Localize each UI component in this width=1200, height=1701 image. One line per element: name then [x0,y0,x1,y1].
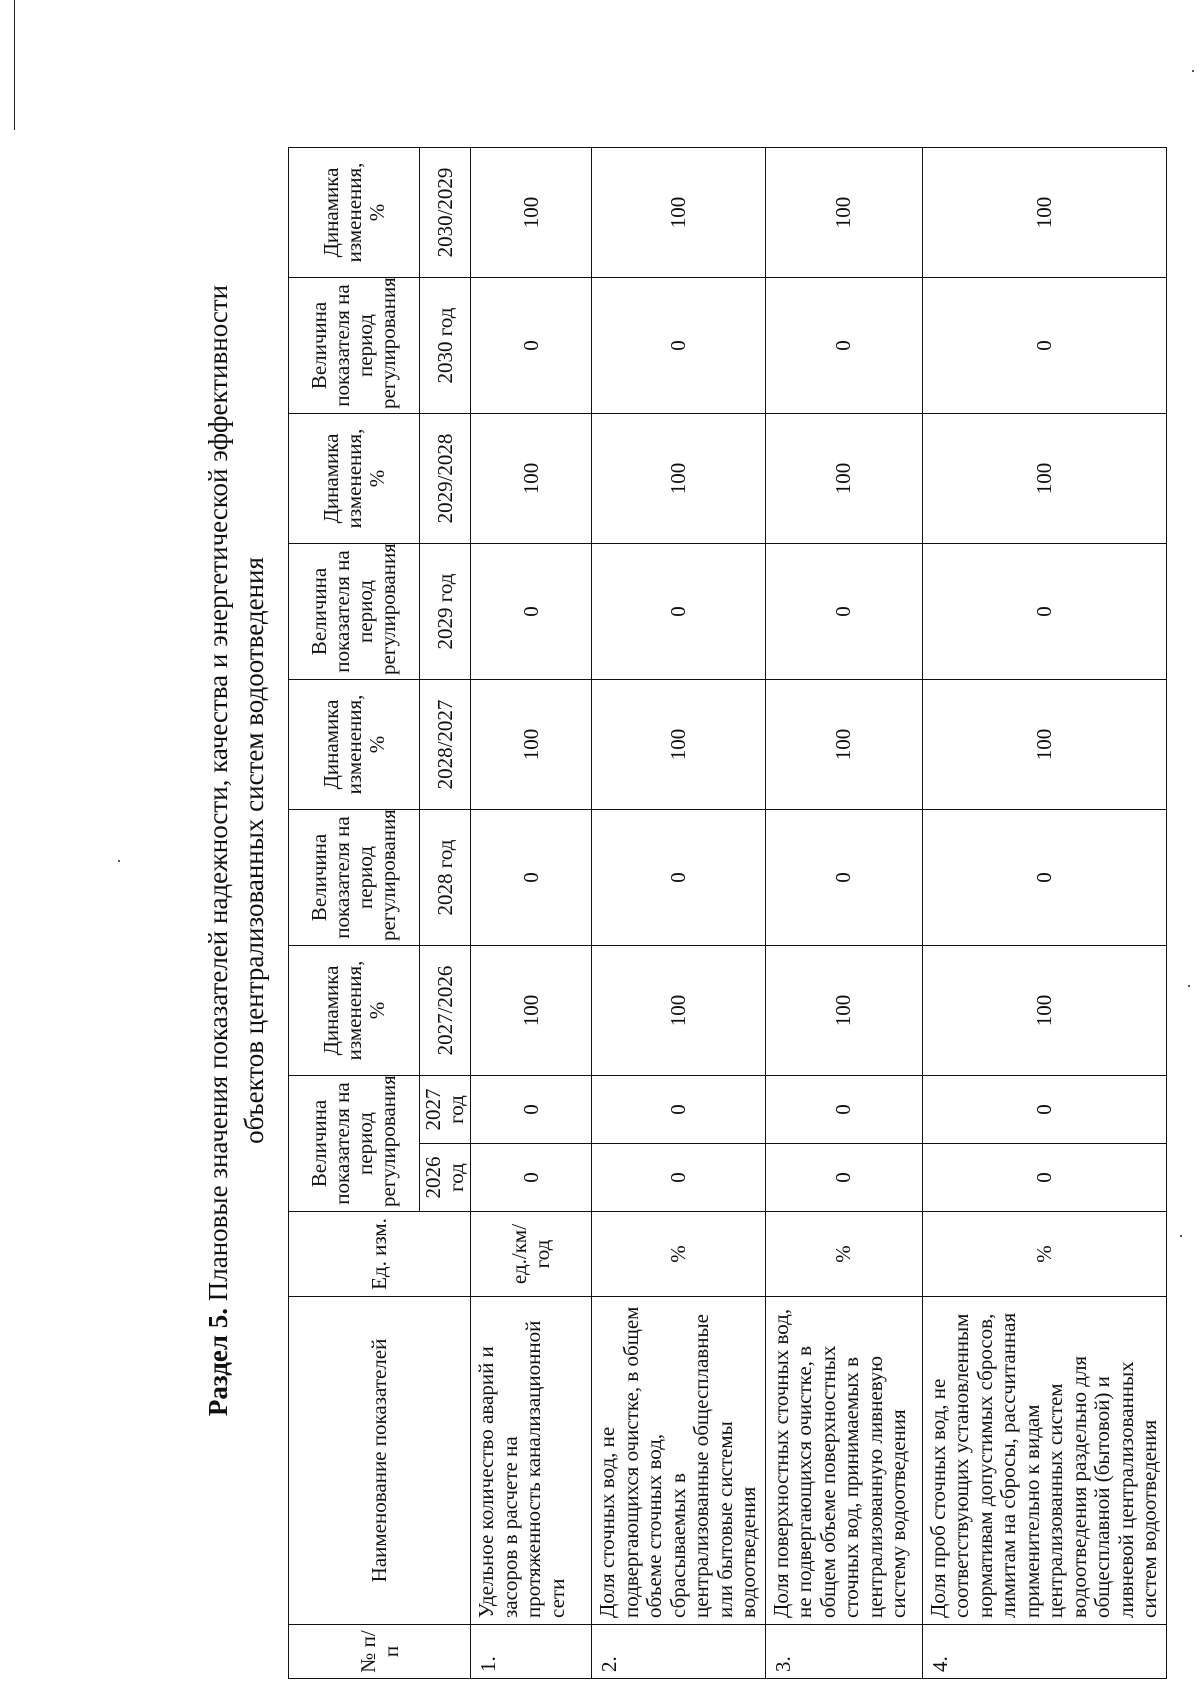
title-text: Плановые значения показателей надежности, качества и энергетической эффективности [203,284,233,1302]
dynamics-cell: 100 [592,147,766,277]
value-cell: 0 [922,277,1166,413]
header-dynamics: Динамика изменения, % [289,413,420,543]
value-cell: 0 [592,1144,766,1212]
document-title-line1 [202,0,235,1701]
unit-cell: % [922,1212,1166,1297]
value-cell: 0 [471,277,592,413]
header-value: Величина показателя на период регулирования [289,543,420,679]
dynamics-cell: 100 [592,413,766,543]
table-row [471,28,592,1678]
header-unit: Ед. изм. [289,1212,471,1297]
subheader-cell: 2028/2027 [420,679,471,809]
dynamics-cell: 100 [765,679,922,809]
unit-cell: % [592,1212,766,1297]
header-num: № п/п [289,1625,471,1679]
value-cell: 0 [471,809,592,945]
table-row [765,28,922,1678]
header-dynamics: Динамика изменения, % [289,679,420,809]
value-cell: 0 [471,1075,592,1143]
dynamics-cell: 100 [922,945,1166,1075]
subheader-cell: 2030 год [420,277,471,413]
row-number: 3. [765,1625,922,1679]
header-row [289,28,420,1678]
value-cell: 0 [592,277,766,413]
value-cell: 0 [922,809,1166,945]
indicators-table [288,28,1167,1679]
subheader-cell: 2027/2026 [420,945,471,1075]
dynamics-cell: 100 [765,413,922,543]
subheader-cell: 2029 год [420,543,471,679]
subheader-cell: 2030/2029 [420,147,471,277]
dynamics-cell: 100 [471,679,592,809]
indicator-name: Удельное количество аварий и засоров в расчете на протяженность канализационной сети [471,1297,592,1625]
dynamics-cell: 100 [592,679,766,809]
value-cell: 0 [765,543,922,679]
dynamics-cell: 100 [471,147,592,277]
value-cell: 0 [765,1144,922,1212]
row-number: 2. [592,1625,766,1679]
section-label: Раздел 5. [203,1307,233,1417]
subheader-cell: 2026 год [420,1144,471,1212]
row-number: 4. [922,1625,1166,1679]
row-number: 1. [471,1625,592,1679]
value-cell: 0 [592,543,766,679]
dynamics-cell: 100 [471,413,592,543]
indicator-name: Доля проб сточных вод, не соответствующих установленным нормативам допустимых сбросов, лимитам на сбросы, рассчитанная применительно к видам централизованных систем водоотведения раздельно для общесплавной (бытовой) и ливневой централизованных систем водоотведения [922,1297,1166,1625]
dynamics-cell: 100 [922,147,1166,277]
unit-cell: % [765,1212,922,1297]
header-value: Величина показателя на период регулирования [289,277,420,413]
value-cell: 0 [922,543,1166,679]
unit-cell: ед./км/год [471,1212,592,1297]
subheader-cell: 2028 год [420,809,471,945]
header-dynamics: Динамика изменения, % [289,945,420,1075]
value-cell: 0 [471,543,592,679]
value-cell: 0 [922,1075,1166,1143]
dynamics-cell: 100 [592,945,766,1075]
dynamics-cell: 100 [765,147,922,277]
table-row [922,28,1166,1678]
subheader-cell: 2029/2028 [420,413,471,543]
value-cell: 0 [765,1075,922,1143]
dynamics-cell: 100 [922,413,1166,543]
dynamics-cell: 100 [765,945,922,1075]
value-cell: 0 [922,1144,1166,1212]
subheader-cell: 2027 год [420,1075,471,1143]
value-cell: 0 [765,277,922,413]
dynamics-cell: 100 [922,679,1166,809]
header-dynamics: Динамика изменения, % [289,147,420,277]
value-cell: 0 [592,1075,766,1143]
value-cell: 0 [471,1144,592,1212]
indicator-name: Доля сточных вод, не подвергающихся очистке, в общем объеме сточных вод, сбрасываемых в централизованные общесплавные или бытовые системы водоотведения [592,1297,766,1625]
header-value: Величина показателя на период регулирования [289,809,420,945]
indicator-name: Доля поверхностных сточных вод, не подвергающихся очистке, в общем объеме поверхностных сточных вод, принимаемых в централизованную ливневую систему водоотведения [765,1297,922,1625]
value-cell: 0 [592,809,766,945]
value-cell: 0 [765,809,922,945]
document-title-line2: объектов централизованных систем водоотведения [239,557,269,1144]
dynamics-cell: 100 [471,945,592,1075]
header-name: Наименование показателей [289,1297,471,1625]
table-row [592,28,766,1678]
header-value: Величина показателя на период регулирования [289,1075,420,1211]
